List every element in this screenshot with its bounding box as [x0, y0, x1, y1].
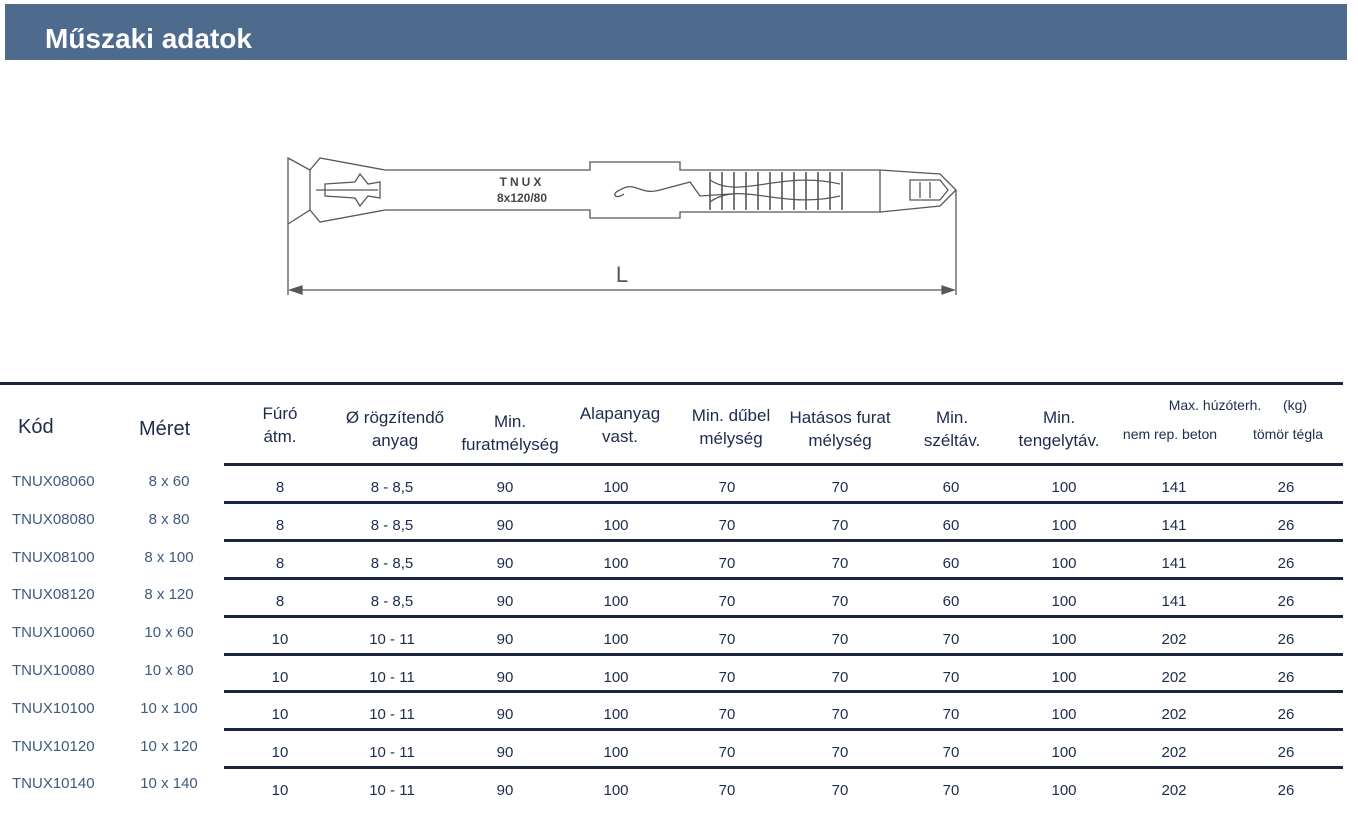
cell-beton: 202	[1161, 706, 1187, 724]
cell-tegla: 26	[1277, 592, 1295, 610]
header-min-szeltav-line1: Min.	[935, 408, 969, 427]
cell-furo: 10	[271, 782, 289, 800]
cell-furo: 10	[271, 630, 289, 648]
title-bar	[5, 4, 1347, 60]
dimension-label: L	[615, 262, 629, 287]
cell-alap: 100	[603, 744, 629, 762]
cell-hatasos: 70	[831, 630, 849, 648]
row-rule	[224, 463, 1343, 466]
cell-minfur: 90	[496, 744, 514, 762]
cell-tegla: 26	[1277, 744, 1295, 762]
cell-rogz: 8 - 8,5	[370, 554, 414, 572]
header-min-dubel	[676, 404, 786, 450]
row-rule	[224, 728, 1343, 731]
cell-hatasos: 70	[831, 516, 849, 534]
cell-minfur: 90	[496, 782, 514, 800]
cell-beton: 141	[1161, 592, 1187, 610]
cell-tegla: 26	[1277, 479, 1295, 496]
cell-code: TNUX10140	[12, 775, 95, 793]
header-rogzitendo-line1: Ø rögzítendő	[345, 408, 445, 427]
cell-szel: 60	[942, 554, 960, 572]
cell-hatasos: 70	[831, 668, 849, 686]
cell-dubel: 70	[718, 782, 736, 800]
cell-rogz: 8 - 8,5	[370, 592, 414, 610]
row-rule	[224, 501, 1343, 504]
cell-tegla: 26	[1277, 668, 1295, 686]
cell-code: TNUX10060	[12, 624, 95, 642]
cell-minfur: 90	[496, 630, 514, 648]
cell-beton: 141	[1161, 516, 1187, 534]
cell-dubel: 70	[718, 516, 736, 534]
cell-beton: 141	[1161, 554, 1187, 572]
header-furo	[245, 402, 315, 448]
header-min-tengelytav-line1: Min.	[1042, 408, 1076, 427]
cell-teng: 100	[1051, 630, 1077, 648]
cell-tegla: 26	[1277, 630, 1295, 648]
header-rogzitendo	[330, 406, 460, 452]
cell-dubel: 70	[718, 744, 736, 762]
cell-dubel: 70	[718, 592, 736, 610]
cell-code: TNUX08080	[12, 510, 95, 528]
header-furo-line2: átm.	[263, 427, 297, 446]
header-alapanyag-line2: vast.	[602, 427, 638, 446]
cell-szel: 60	[942, 516, 960, 534]
row-rule	[224, 766, 1343, 769]
cell-alap: 100	[603, 630, 629, 648]
cell-alap: 100	[603, 592, 629, 610]
print-size: 8x120/80	[496, 191, 548, 205]
header-min-dubel-line1: Min. dűbel	[691, 406, 771, 425]
cell-tegla: 26	[1277, 782, 1295, 800]
cell-alap: 100	[603, 706, 629, 724]
cell-rogz: 10 - 11	[369, 744, 415, 762]
cell-code: TNUX10120	[12, 737, 95, 755]
cell-rogz: 10 - 11	[369, 706, 415, 724]
cell-beton: 202	[1161, 630, 1187, 648]
cell-minfur: 90	[496, 479, 514, 496]
cell-furo: 10	[271, 668, 289, 686]
cell-beton: 202	[1161, 668, 1187, 686]
cell-rogz: 8 - 8,5	[370, 516, 414, 534]
cell-teng: 100	[1051, 479, 1077, 496]
cell-dubel: 70	[718, 668, 736, 686]
cell-furo: 8	[275, 516, 285, 534]
header-meret: Méret	[139, 418, 191, 440]
row-rule	[224, 690, 1343, 693]
cell-rogz: 10 - 11	[369, 668, 415, 686]
header-hatasos-furat	[780, 406, 900, 452]
cell-code: TNUX10080	[12, 662, 95, 679]
cell-code: TNUX08120	[12, 586, 95, 604]
cell-hatasos: 70	[831, 744, 849, 762]
cell-hatasos: 70	[831, 479, 849, 496]
cell-szel: 70	[942, 706, 960, 724]
cell-teng: 100	[1051, 554, 1077, 572]
cell-size: 8 x 100	[144, 548, 194, 566]
cell-szel: 70	[942, 744, 960, 762]
print-brand: TNUX	[499, 175, 545, 189]
header-nem-rep-beton: nem rep. beton	[1122, 426, 1218, 442]
cell-beton: 202	[1161, 782, 1187, 800]
cell-minfur: 90	[496, 554, 514, 572]
cell-dubel: 70	[718, 554, 736, 572]
header-min-furatmelyseg	[450, 410, 570, 456]
cell-szel: 70	[942, 630, 960, 648]
header-kod: Kód	[18, 416, 54, 438]
cell-size: 8 x 80	[148, 510, 190, 528]
cell-tegla: 26	[1277, 554, 1295, 572]
header-tomor-tegla: tömör tégla	[1252, 426, 1324, 442]
cell-beton: 141	[1161, 479, 1187, 496]
cell-hatasos: 70	[831, 706, 849, 724]
cell-rogz: 10 - 11	[369, 630, 415, 648]
header-hatasos-furat-line1: Hatásos furat	[789, 408, 891, 427]
cell-rogz: 8 - 8,5	[370, 479, 414, 496]
cell-dubel: 70	[718, 479, 736, 496]
cell-minfur: 90	[496, 706, 514, 724]
header-hatasos-furat-line2: mélység	[808, 431, 872, 450]
header-rogzitendo-line2: anyag	[371, 431, 419, 450]
cell-size: 10 x 120	[140, 737, 198, 755]
cell-rogz: 10 - 11	[369, 782, 415, 800]
cell-teng: 100	[1051, 592, 1077, 610]
cell-szel: 70	[942, 782, 960, 800]
cell-alap: 100	[603, 516, 629, 534]
cell-hatasos: 70	[831, 554, 849, 572]
header-min-tengelytav-line2: tengelytáv.	[1018, 431, 1100, 450]
cell-alap: 100	[603, 668, 629, 686]
cell-minfur: 90	[496, 668, 514, 686]
row-rule	[224, 615, 1343, 618]
cell-tegla: 26	[1277, 516, 1295, 534]
header-min-tengelytav	[1006, 406, 1112, 452]
cell-hatasos: 70	[831, 592, 849, 610]
cell-size: 10 x 80	[144, 662, 194, 679]
header-min-szeltav	[910, 406, 994, 452]
cell-minfur: 90	[496, 516, 514, 534]
cell-teng: 100	[1051, 744, 1077, 762]
header-alapanyag-line1: Alapanyag	[579, 404, 661, 423]
header-min-dubel-line2: mélység	[699, 429, 763, 448]
cell-furo: 10	[271, 744, 289, 762]
cell-dubel: 70	[718, 706, 736, 724]
cell-alap: 100	[603, 479, 629, 496]
cell-teng: 100	[1051, 782, 1077, 800]
header-max-unit: (kg)	[1282, 397, 1308, 413]
cell-tegla: 26	[1277, 706, 1295, 724]
header-min-furatmelyseg-line1: Min.	[493, 412, 527, 431]
cell-szel: 60	[942, 592, 960, 610]
cell-code: TNUX08100	[12, 548, 95, 566]
header-alapanyag	[570, 402, 670, 448]
header-furo-line1: Fúró	[262, 404, 298, 423]
cell-beton: 202	[1161, 744, 1187, 762]
row-rule	[224, 539, 1343, 542]
row-rule	[224, 653, 1343, 656]
header-min-szeltav-line2: széltáv.	[923, 431, 981, 450]
cell-teng: 100	[1051, 516, 1077, 534]
cell-size: 10 x 100	[140, 699, 198, 717]
cell-alap: 100	[603, 554, 629, 572]
page-title: Műszaki adatok	[45, 23, 252, 54]
cell-szel: 70	[942, 668, 960, 686]
cell-furo: 10	[271, 706, 289, 724]
cell-dubel: 70	[718, 630, 736, 648]
cell-code: TNUX10100	[12, 699, 95, 717]
cell-minfur: 90	[496, 592, 514, 610]
cell-alap: 100	[603, 782, 629, 800]
anchor-drawing	[280, 150, 970, 310]
table-top-rule	[0, 382, 1343, 385]
cell-size: 10 x 140	[140, 775, 198, 793]
cell-teng: 100	[1051, 668, 1077, 686]
cell-teng: 100	[1051, 706, 1077, 724]
cell-code: TNUX08060	[12, 473, 95, 490]
cell-size: 8 x 60	[148, 473, 190, 490]
cell-hatasos: 70	[831, 782, 849, 800]
row-rule	[224, 577, 1343, 580]
header-max-huzoterh: Max. húzóterh.	[1168, 397, 1262, 413]
cell-size: 10 x 60	[144, 624, 194, 642]
cell-furo: 8	[275, 479, 285, 496]
cell-size: 8 x 120	[144, 586, 194, 604]
cell-furo: 8	[275, 554, 285, 572]
cell-furo: 8	[275, 592, 285, 610]
header-min-furatmelyseg-line2: furatmélység	[461, 435, 559, 454]
cell-szel: 60	[942, 479, 960, 496]
